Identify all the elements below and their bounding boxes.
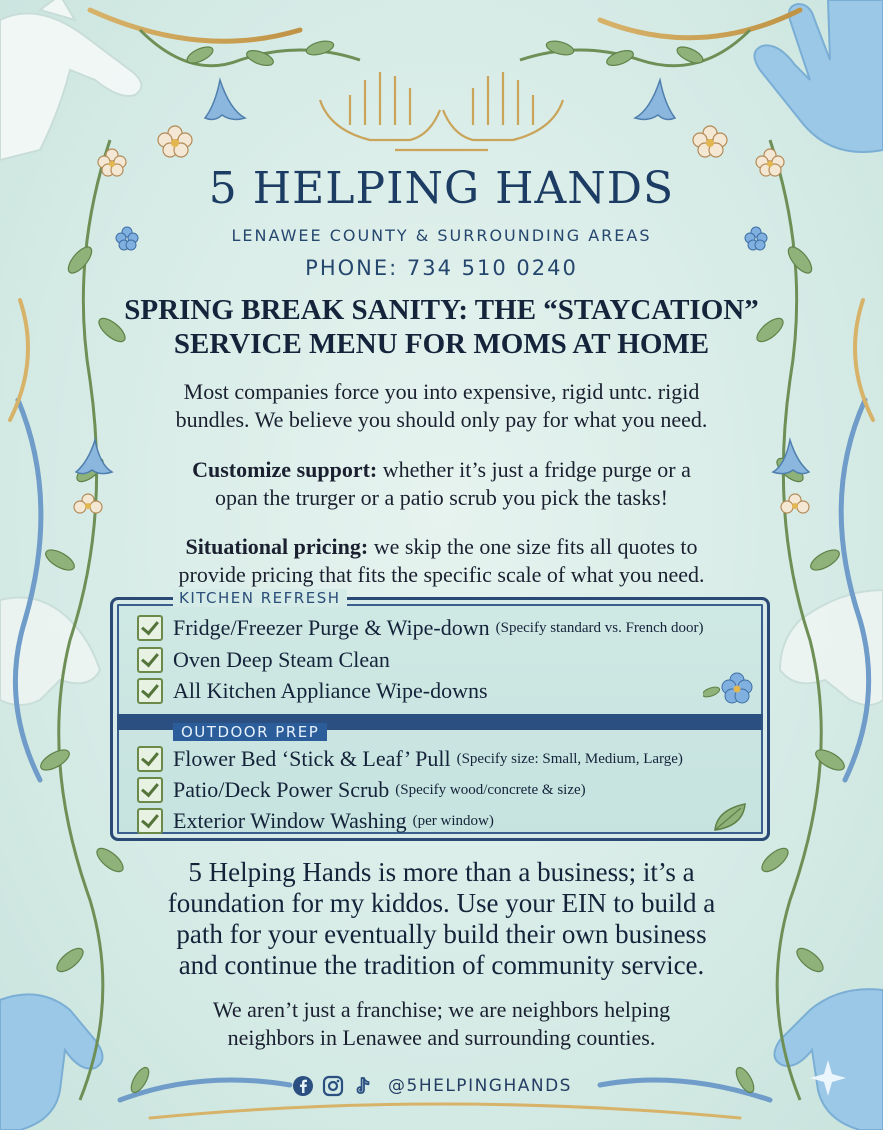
- checkbox-icon[interactable]: [137, 678, 163, 704]
- item-name: Flower Bed ‘Stick & Leaf’ Pull: [173, 746, 451, 771]
- blue-flower-icon: [703, 670, 753, 706]
- checkbox-icon[interactable]: [137, 647, 163, 673]
- customize-line-1-text: whether it’s just a fridge purge or a: [377, 457, 691, 482]
- intro-paragraph: [0, 378, 883, 434]
- intro-line-2: bundles. We believe you should only pay for what you need.: [175, 407, 708, 432]
- menu-item-oven[interactable]: [137, 646, 390, 674]
- menu-item-fridge[interactable]: [137, 614, 704, 642]
- headline-line-1: SPRING BREAK SANITY: THE “STAYCATION”: [124, 294, 759, 326]
- facebook-icon[interactable]: [292, 1075, 314, 1097]
- item-note: (Specify size: Small, Medium, Large): [456, 750, 683, 767]
- checkbox-icon[interactable]: [137, 746, 163, 772]
- customize-label: Customize support:: [192, 457, 378, 482]
- menu-item-patio[interactable]: [137, 776, 586, 804]
- checkbox-icon[interactable]: [137, 777, 163, 803]
- closing-line-1: 5 Helping Hands is more than a business; it’s a: [188, 857, 695, 887]
- checkbox-icon[interactable]: [137, 808, 163, 834]
- menu-item-flower-bed[interactable]: [137, 745, 683, 773]
- neighbors-paragraph: [0, 996, 883, 1052]
- menu-item-windows[interactable]: [137, 807, 494, 835]
- tiktok-icon[interactable]: [352, 1075, 374, 1097]
- headline: [0, 293, 883, 361]
- item-note: (Specify standard vs. French door): [495, 619, 704, 636]
- neighbors-line-2: neighbors in Lenawee and surrounding counties.: [227, 1025, 656, 1050]
- service-menu: [110, 589, 770, 841]
- closing-line-4: and continue the tradition of community service.: [178, 950, 705, 980]
- closing-line-2: foundation for my kiddos. Use your EIN to build a: [167, 888, 716, 918]
- social-links: [292, 1074, 572, 1098]
- outdoor-section-label: OUTDOOR PREP: [173, 723, 327, 741]
- intro-line-1: Most companies force you into expensive, rigid untc. rigid: [183, 379, 700, 404]
- headline-line-2: SERVICE MENU FOR MOMS AT HOME: [173, 328, 710, 360]
- item-name: Exterior Window Washing: [173, 808, 407, 833]
- situational-line-1-text: we skip the one size fits all quotes to: [368, 534, 698, 559]
- neighbors-line-1: We aren’t just a franchise; we are neighbors helping: [212, 997, 671, 1022]
- golden-hands-emblem-icon: [320, 72, 563, 150]
- service-area: LENAWEE COUNTY & SURROUNDING AREAS: [231, 226, 652, 245]
- customize-paragraph: [0, 456, 883, 512]
- closing-line-3: path for your eventually build their own business: [176, 919, 707, 949]
- kitchen-section-label: KITCHEN REFRESH: [173, 589, 347, 607]
- situational-line-2: provide pricing that fits the specific scale of what you need.: [178, 562, 705, 587]
- customize-line-2: opan the trurger or a patio scrub you pick the tasks!: [215, 485, 668, 510]
- customize-line-1: [0, 456, 883, 484]
- situational-paragraph: [0, 533, 883, 589]
- item-note: (Specify wood/concrete & size): [395, 781, 586, 798]
- instagram-icon[interactable]: [322, 1075, 344, 1097]
- phone-number[interactable]: PHONE: 734 510 0240: [305, 256, 578, 280]
- closing-paragraph: [0, 857, 883, 981]
- leaf-icon: [711, 800, 751, 834]
- item-name: Patio/Deck Power Scrub: [173, 777, 390, 802]
- brand-title: 5 HELPING HANDS: [208, 163, 675, 214]
- item-note: (per window): [412, 812, 494, 829]
- checkbox-icon[interactable]: [137, 615, 163, 641]
- item-name: Fridge/Freezer Purge & Wipe-down: [173, 615, 490, 640]
- item-name: Oven Deep Steam Clean: [173, 647, 390, 672]
- item-name: All Kitchen Appliance Wipe-downs: [173, 678, 488, 703]
- situational-line-1: [0, 533, 883, 561]
- situational-label: Situational pricing:: [185, 534, 369, 559]
- social-handle[interactable]: @5HELPINGHANDS: [388, 1076, 572, 1096]
- menu-item-appliances[interactable]: [137, 677, 488, 705]
